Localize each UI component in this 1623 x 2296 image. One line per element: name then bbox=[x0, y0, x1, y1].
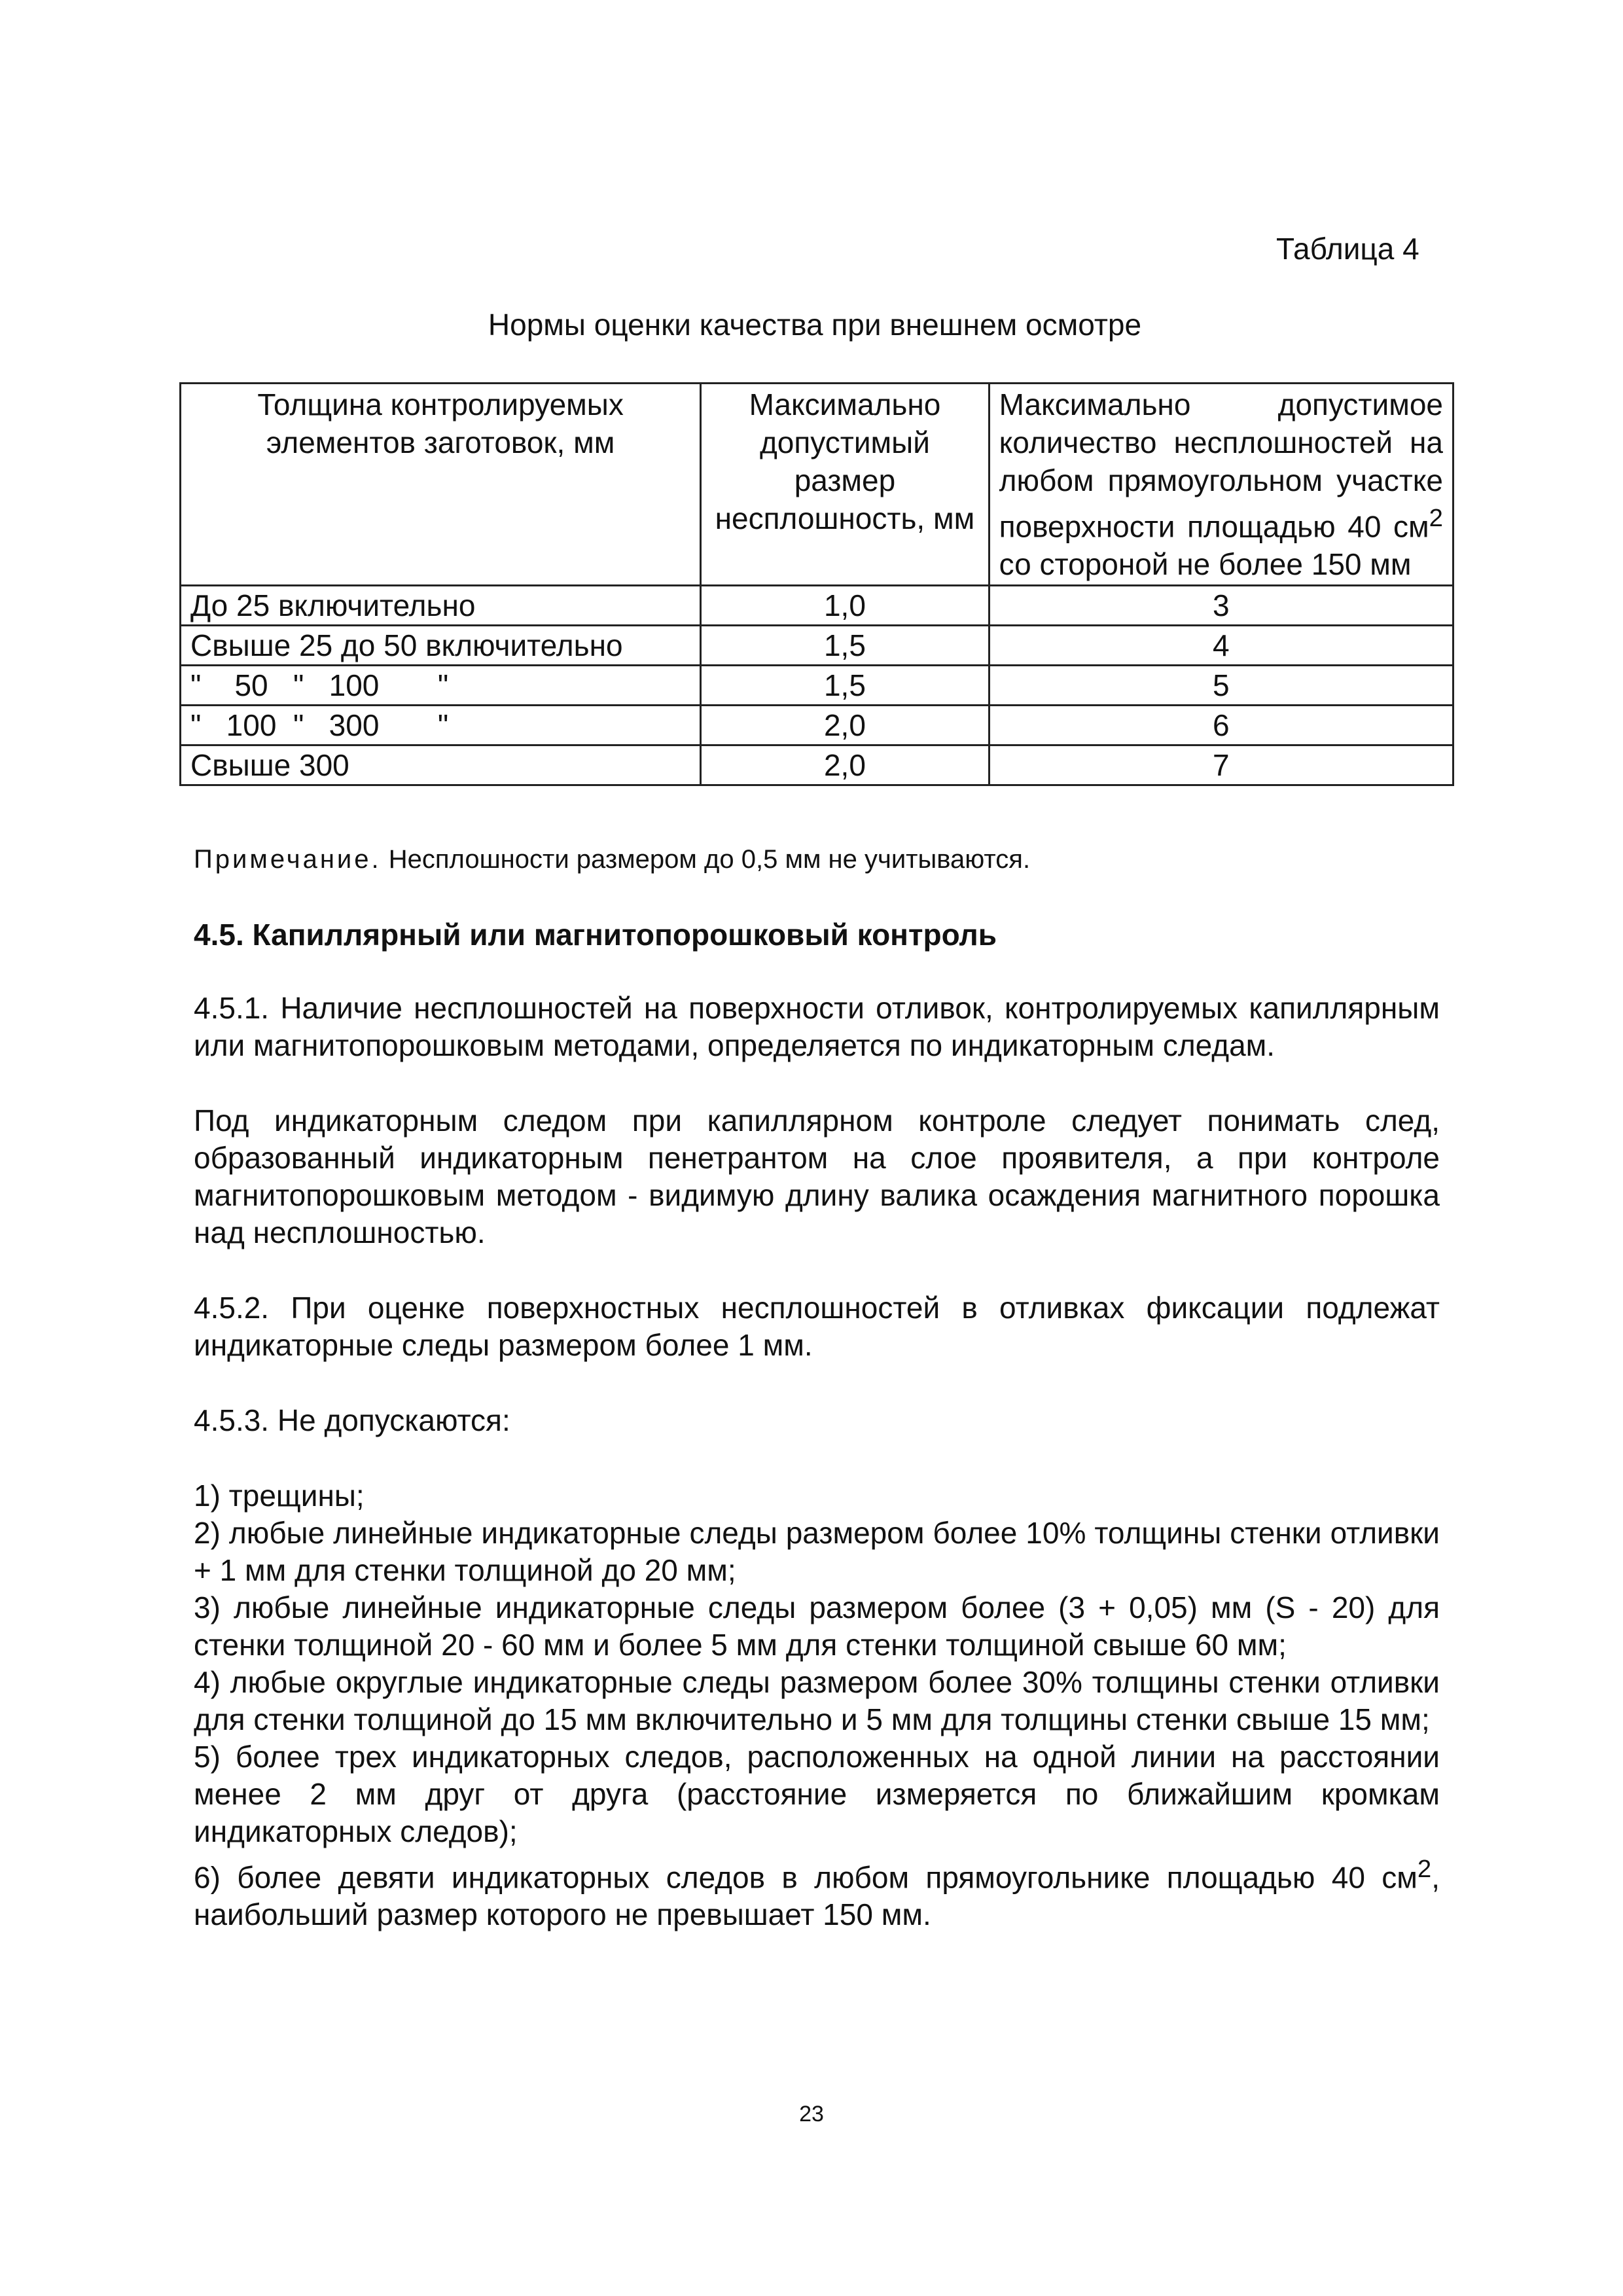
header-max-count-tail: со стороной не более 150 мм bbox=[999, 547, 1412, 582]
table-header-row bbox=[181, 384, 1454, 586]
norms-table bbox=[179, 382, 1454, 786]
paragraph-4-5-3: 4.5.3. Не допускаются: bbox=[194, 1403, 510, 1437]
header-max-count-text: Максимально допустимое количество несплошностей на любом прямоугольном участке поверхности площадью 40 см bbox=[999, 387, 1443, 544]
header-thickness: Толщина контролируемых элементов заготовок, мм bbox=[181, 384, 701, 586]
header-max-count bbox=[989, 384, 1453, 586]
table-row bbox=[181, 666, 1454, 706]
cell-max-size: 1,5 bbox=[701, 666, 989, 706]
table-row bbox=[181, 586, 1454, 626]
header-max-size: Максимально допустимый размер несплошность, мм bbox=[701, 384, 989, 586]
list-item: 2) любые линейные индикаторные следы размером более 10% толщины стенки отливки + 1 мм для стенки толщиной до 20 мм; bbox=[194, 1516, 1440, 1587]
cell-max-count: 3 bbox=[989, 586, 1453, 626]
list-item: 5) более трех индикаторных следов, расположенных на одной линии на расстоянии менее 2 мм друг от друга (расстояние измеряется по ближайшим кромкам индикаторных следов); bbox=[194, 1740, 1440, 1848]
list-item-last-tail: , наибольший размер которого не превышает 150 мм. bbox=[194, 1860, 1440, 1932]
header-max-count-sup: 2 bbox=[1429, 504, 1443, 532]
list-item-last-text: 6) более девяти индикаторных следов в любом прямоугольнике площадью 40 см bbox=[194, 1860, 1418, 1895]
paragraph-4-5-2: 4.5.2. При оценке поверхностных несплошностей в отливках фиксации подлежат индикаторные следы размером более 1 мм. bbox=[194, 1291, 1440, 1362]
cell-max-size: 2,0 bbox=[701, 706, 989, 745]
cell-thickness: " 100 " 300 " bbox=[181, 706, 701, 745]
section-heading: 4.5. Капиллярный или магнитопорошковый контроль bbox=[194, 918, 997, 952]
table-row bbox=[181, 626, 1454, 666]
cell-max-count: 4 bbox=[989, 626, 1453, 666]
section-body bbox=[194, 990, 1440, 1933]
list-item-last bbox=[194, 1850, 1440, 1933]
list-item: 1) трещины; bbox=[194, 1479, 365, 1513]
cell-max-count: 6 bbox=[989, 706, 1453, 745]
note-text: Несплошности размером до 0,5 мм не учитываются. bbox=[381, 845, 1031, 874]
list-item: 4) любые округлые индикаторные следы размером более 30% толщины стенки отливки для стенки толщиной до 15 мм включительно и 5 мм для толщины стенки свыше 15 мм; bbox=[194, 1665, 1440, 1736]
paragraph-indicator-definition: Под индикаторным следом при капиллярном контроле следует понимать след, образованный индикаторным пенетрантом на слое проявителя, а при контроле магнитопорошковым методом - видимую длину валика осаждения магнитного порошка над несплошностью. bbox=[194, 1103, 1440, 1249]
table-row bbox=[181, 745, 1454, 785]
cell-max-size: 2,0 bbox=[701, 745, 989, 785]
cell-max-count: 7 bbox=[989, 745, 1453, 785]
table-row bbox=[181, 706, 1454, 745]
page-number: 23 bbox=[799, 2102, 824, 2126]
cell-thickness: До 25 включительно bbox=[181, 586, 701, 626]
cell-thickness: " 50 " 100 " bbox=[181, 666, 701, 706]
list-item: 3) любые линейные индикаторные следы размером более (3 + 0,05) мм (S - 20) для стенки толщиной 20 - 60 мм и более 5 мм для стенки толщиной свыше 60 мм; bbox=[194, 1590, 1440, 1662]
cell-thickness: Свыше 25 до 50 включительно bbox=[181, 626, 701, 666]
cell-thickness: Свыше 300 bbox=[181, 745, 701, 785]
cell-max-count: 5 bbox=[989, 666, 1453, 706]
cell-max-size: 1,0 bbox=[701, 586, 989, 626]
paragraph-4-5-1: 4.5.1. Наличие несплошностей на поверхности отливок, контролируемых капиллярным или магнитопорошковым методами, определяется по индикаторным следам. bbox=[194, 991, 1440, 1062]
table-note bbox=[194, 843, 1030, 876]
note-label: Примечание. bbox=[194, 845, 382, 874]
table-title: Нормы оценки качества при внешнем осмотре bbox=[488, 308, 1142, 342]
table-caption: Таблица 4 bbox=[1276, 232, 1419, 266]
list-item-last-sup: 2 bbox=[1417, 1855, 1432, 1883]
cell-max-size: 1,5 bbox=[701, 626, 989, 666]
